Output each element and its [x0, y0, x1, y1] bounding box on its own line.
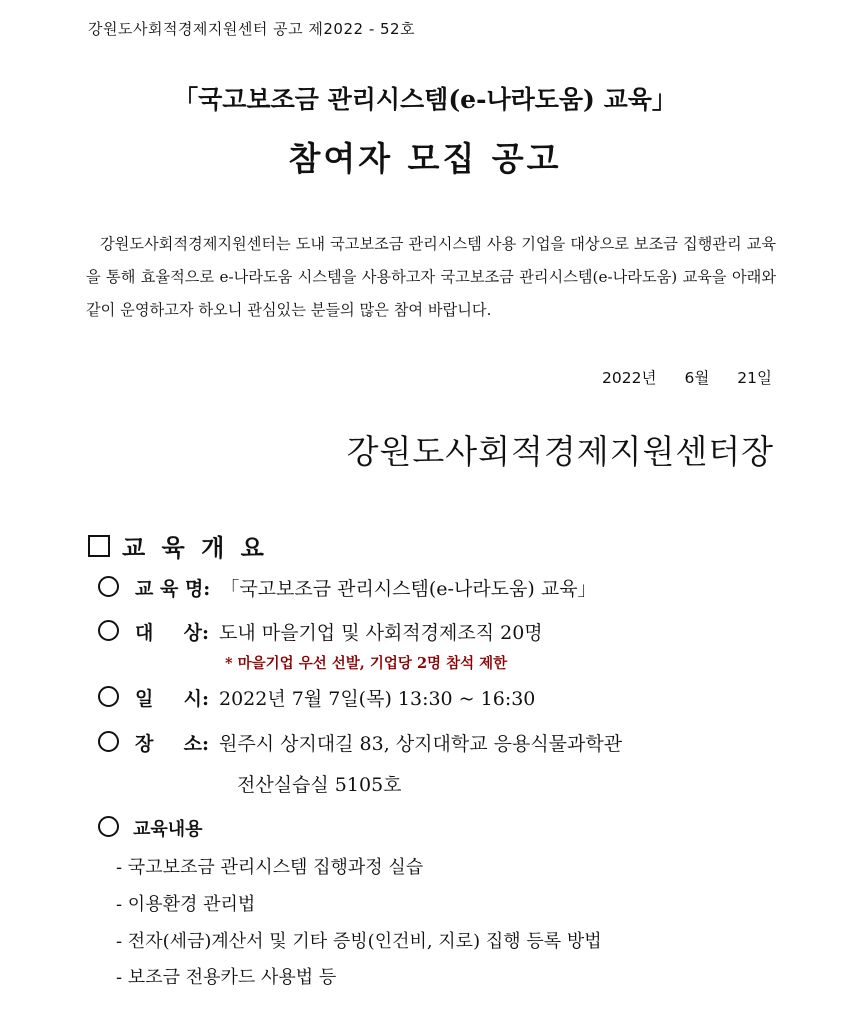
section-heading	[88, 528, 268, 563]
item-label-b: 소:	[183, 733, 209, 755]
item-value: 「국고보조금 관리시스템(e-나라도움) 교육」	[220, 578, 597, 600]
item-value: 도내 마을기업 및 사회적경제조직 20명	[219, 622, 543, 644]
content-heading	[98, 815, 203, 841]
issuer-name: 강원도사회적경제지원센터장	[346, 432, 774, 471]
document-subtitle: 참여자 모집 공고	[288, 139, 562, 178]
document-title: 「국고보조금 관리시스템(e-나라도움) 교육」	[173, 85, 677, 114]
item-label-a: 대	[135, 622, 154, 644]
item-label-b: 상:	[183, 622, 209, 644]
circle-bullet-icon	[98, 731, 119, 752]
item-value: 원주시 상지대길 83, 상지대학교 응용식물과학관	[219, 733, 623, 755]
target-note: * 마을기업 우선 선발, 기업당 2명 참석 제한	[225, 655, 508, 672]
checkbox-square-icon	[88, 535, 110, 557]
content-title: 교육내용	[133, 819, 203, 840]
date-month: 6월	[684, 369, 710, 387]
intro-paragraph: 강원도사회적경제지원센터는 도내 국고보조금 관리시스템 사용 기업을 대상으로 보조금 집행관리 교육을 통해 효율적으로 e-나라도움 시스템을 사용하고자 국고보조금 관리시스템(e-나라도움) 교육을 아래와 같이 운영하고자 하오니 관심있는 분들의 많은 참여 바랍니다.	[86, 235, 776, 319]
item-place-detail: 전산실습실 5105호	[237, 774, 402, 796]
notice-number: 강원도사회적경제지원센터 공고 제2022 - 52호	[88, 20, 416, 38]
item-target	[98, 618, 543, 645]
section-title: 교 육 개 요	[122, 533, 268, 562]
item-value: 2022년 7월 7일(목) 13:30 ~ 16:30	[219, 688, 536, 710]
item-label-a: 장	[135, 733, 154, 755]
content-bullet: - 전자(세금)계산서 및 기타 증빙(인건비, 지로) 집행 등록 방법	[116, 931, 602, 952]
date-year: 2022년	[602, 369, 657, 387]
content-bullet: - 국고보조금 관리시스템 집행과정 실습	[116, 857, 424, 878]
content-bullet: - 이용환경 관리법	[116, 894, 256, 915]
content-bullet: - 보조금 전용카드 사용법 등	[116, 967, 337, 988]
item-label-a: 일	[135, 688, 154, 710]
item-schedule	[98, 684, 535, 711]
item-label: 교 육 명:	[135, 578, 211, 600]
circle-bullet-icon	[98, 686, 119, 707]
notice-date	[602, 366, 772, 388]
item-label-b: 시:	[183, 688, 209, 710]
date-day: 21일	[737, 369, 772, 387]
item-course-name	[98, 574, 597, 601]
circle-bullet-icon	[98, 576, 119, 597]
circle-bullet-icon	[98, 620, 119, 641]
circle-bullet-icon	[98, 816, 119, 837]
item-place	[98, 729, 622, 756]
